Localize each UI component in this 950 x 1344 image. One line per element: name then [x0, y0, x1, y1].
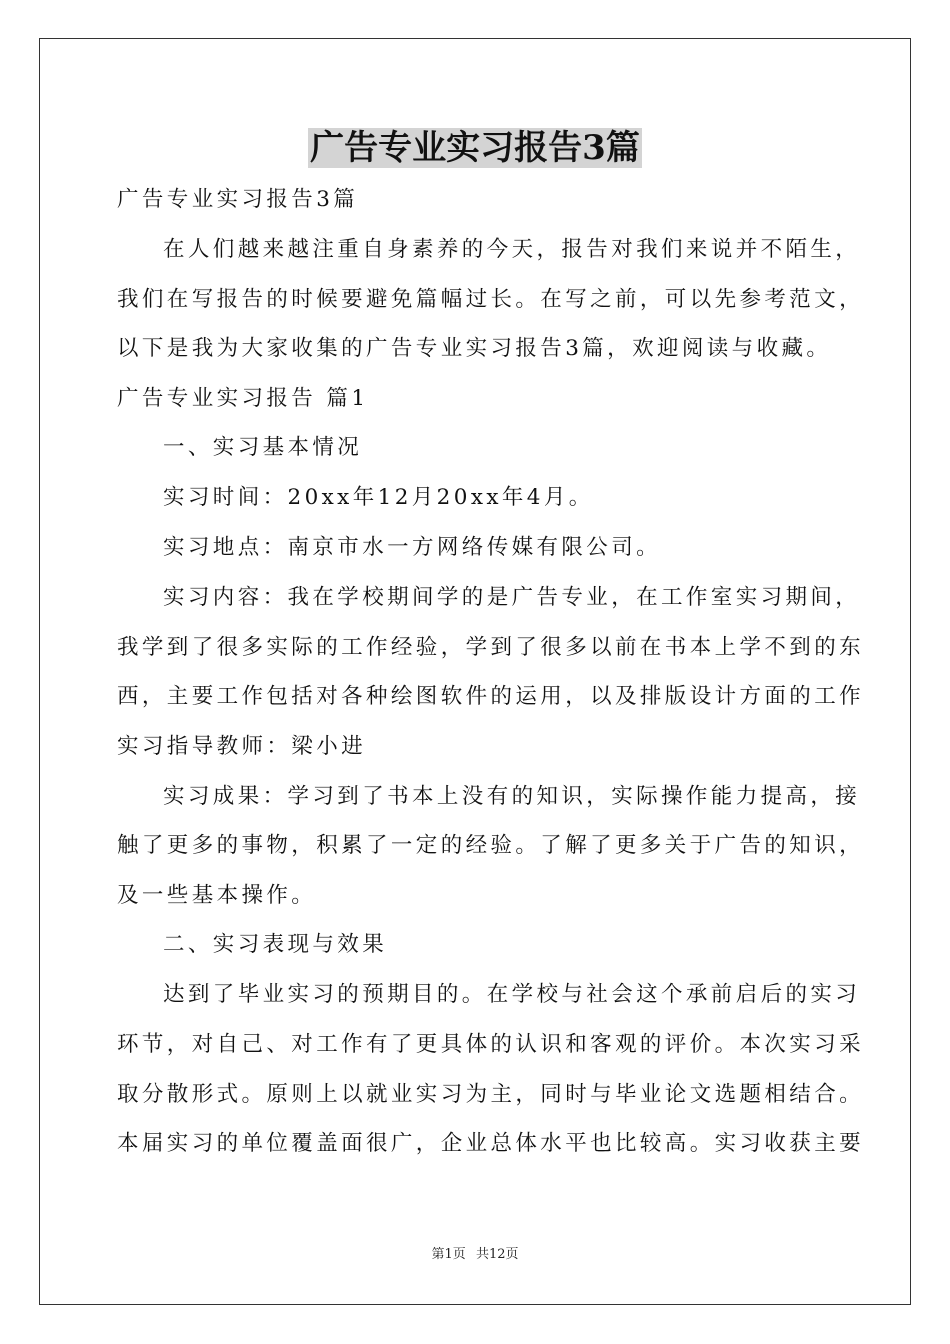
paragraph-line: 实习地点：南京市水一方网络传媒有限公司。	[163, 535, 662, 560]
document-title: 广告专业实习报告3篇	[310, 128, 640, 168]
paragraph-line: 达到了毕业实习的预期目的。在学校与社会这个承前启后的实习	[163, 982, 861, 1007]
paragraph-line: 取分散形式。原则上以就业实习为主，同时与毕业论文选题相结合。	[117, 1082, 865, 1107]
paragraph-line: 实习内容：我在学校期间学的是广告专业，在工作室实习期间，	[163, 585, 861, 610]
paragraph-line: 我们在写报告的时候要避免篇幅过长。在写之前，可以先参考范文，	[117, 287, 865, 312]
subsection-heading: 一、实习基本情况	[163, 435, 363, 460]
title-container	[0, 128, 950, 168]
page-border	[39, 38, 911, 1305]
paragraph-line: 我学到了很多实际的工作经验，学到了很多以前在书本上学不到的东	[117, 635, 865, 660]
paragraph-line: 实习成果：学习到了书本上没有的知识，实际操作能力提高，接	[163, 784, 861, 809]
section-heading: 广告专业实习报告 篇1	[117, 386, 369, 411]
paragraph-line: 触了更多的事物，积累了一定的经验。了解了更多关于广告的知识，	[117, 833, 865, 858]
subsection-heading: 二、实习表现与效果	[163, 932, 388, 957]
paragraph-line: 以下是我为大家收集的广告专业实习报告3篇，欢迎阅读与收藏。	[117, 336, 832, 361]
paragraph-line: 本届实习的单位覆盖面很广，企业总体水平也比较高。实习收获主要	[117, 1131, 865, 1156]
paragraph-line: 环节，对自己、对工作有了更具体的认识和客观的评价。本次实习采	[117, 1032, 865, 1057]
paragraph-line: 实习时间：20xx年12月20xx年4月。	[163, 485, 594, 510]
paragraph-line: 在人们越来越注重自身素养的今天，报告对我们来说并不陌生，	[163, 237, 861, 262]
page-footer	[0, 1246, 950, 1264]
paragraph-line: 及一些基本操作。	[117, 883, 317, 908]
page-total: 共12页	[475, 1247, 519, 1262]
paragraph-line: 实习指导教师：梁小进	[117, 734, 367, 759]
subtitle-line: 广告专业实习报告3篇	[117, 187, 359, 212]
page-number: 第1页	[431, 1247, 466, 1262]
paragraph-line: 西，主要工作包括对各种绘图软件的运用，以及排版设计方面的工作	[117, 684, 865, 709]
